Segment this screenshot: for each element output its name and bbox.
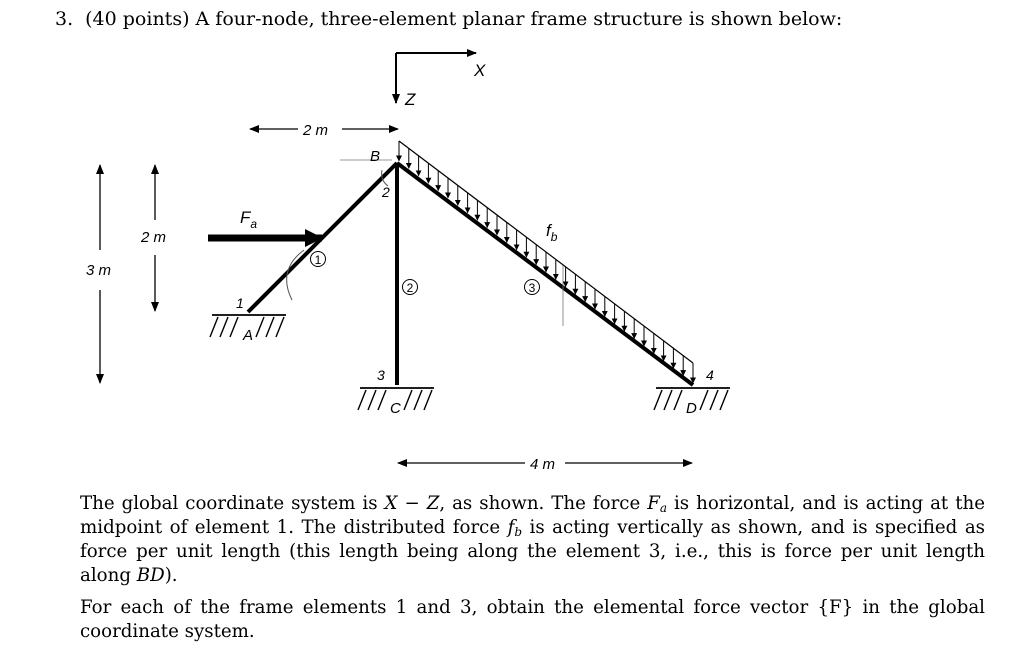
node-1-label: 1 <box>236 295 244 311</box>
support-c <box>358 388 434 417</box>
support-d <box>654 388 730 417</box>
node-4-label: 4 <box>706 367 714 383</box>
dimension-bottom <box>398 456 692 473</box>
dimension-left-outer <box>86 165 111 383</box>
support-a <box>210 315 286 344</box>
question-heading <box>55 8 842 30</box>
distributed-load <box>399 141 693 383</box>
question-heading-text: (40 points) A four-node, three-element planar frame structure is shown below: <box>85 8 843 30</box>
force-a <box>208 208 322 238</box>
element-3-tag <box>525 280 540 296</box>
element-3 <box>397 163 693 385</box>
problem-description: The global coordinate system is X − Z, as shown. The force $F_a$ is horizontal, and is acting at the midpoint of element 1. The distributed force $f_b$ is acting vertically as shown, and is specified as force per unit length (this length being along the element 3, i.e., this is force per unit length along BD). <box>80 493 985 586</box>
svg-text:1: 1 <box>314 253 322 267</box>
frame-members <box>248 160 693 385</box>
dimension-top-label: 2 m <box>303 122 329 139</box>
support-c-label: C <box>390 400 401 417</box>
element-1-tag <box>311 252 326 268</box>
support-d-label: D <box>686 400 697 417</box>
node-3-label: 3 <box>377 367 385 383</box>
svg-text:3: 3 <box>528 281 536 295</box>
force-vector-symbol: {F} <box>817 597 854 618</box>
dimension-left-inner-label: 2 m <box>141 229 167 246</box>
problem-task: For each of the frame elements 1 and 3, obtain the elemental force vector {F} in the global coordinate system. <box>80 597 985 642</box>
support-a-label: A <box>243 327 254 344</box>
dimension-left-inner <box>140 165 166 311</box>
svg-text:2: 2 <box>406 281 414 295</box>
force-b-label: $f_b$ <box>546 221 558 244</box>
coordinate-axes <box>396 53 486 109</box>
element-2-tag <box>403 280 418 296</box>
dimension-bottom-label: 4 m <box>530 456 556 473</box>
axis-x-label: X <box>474 61 486 80</box>
dimension-left-outer-label: 3 m <box>86 262 112 279</box>
node-2-label: 2 <box>382 184 390 200</box>
frame-structure-figure <box>0 40 1023 480</box>
question-number: 3. <box>55 8 74 30</box>
node-b-label: B <box>370 148 381 165</box>
axis-z-label: Z <box>405 90 416 109</box>
force-a-label: $F_a$ <box>240 208 258 231</box>
dimension-top <box>250 122 398 139</box>
